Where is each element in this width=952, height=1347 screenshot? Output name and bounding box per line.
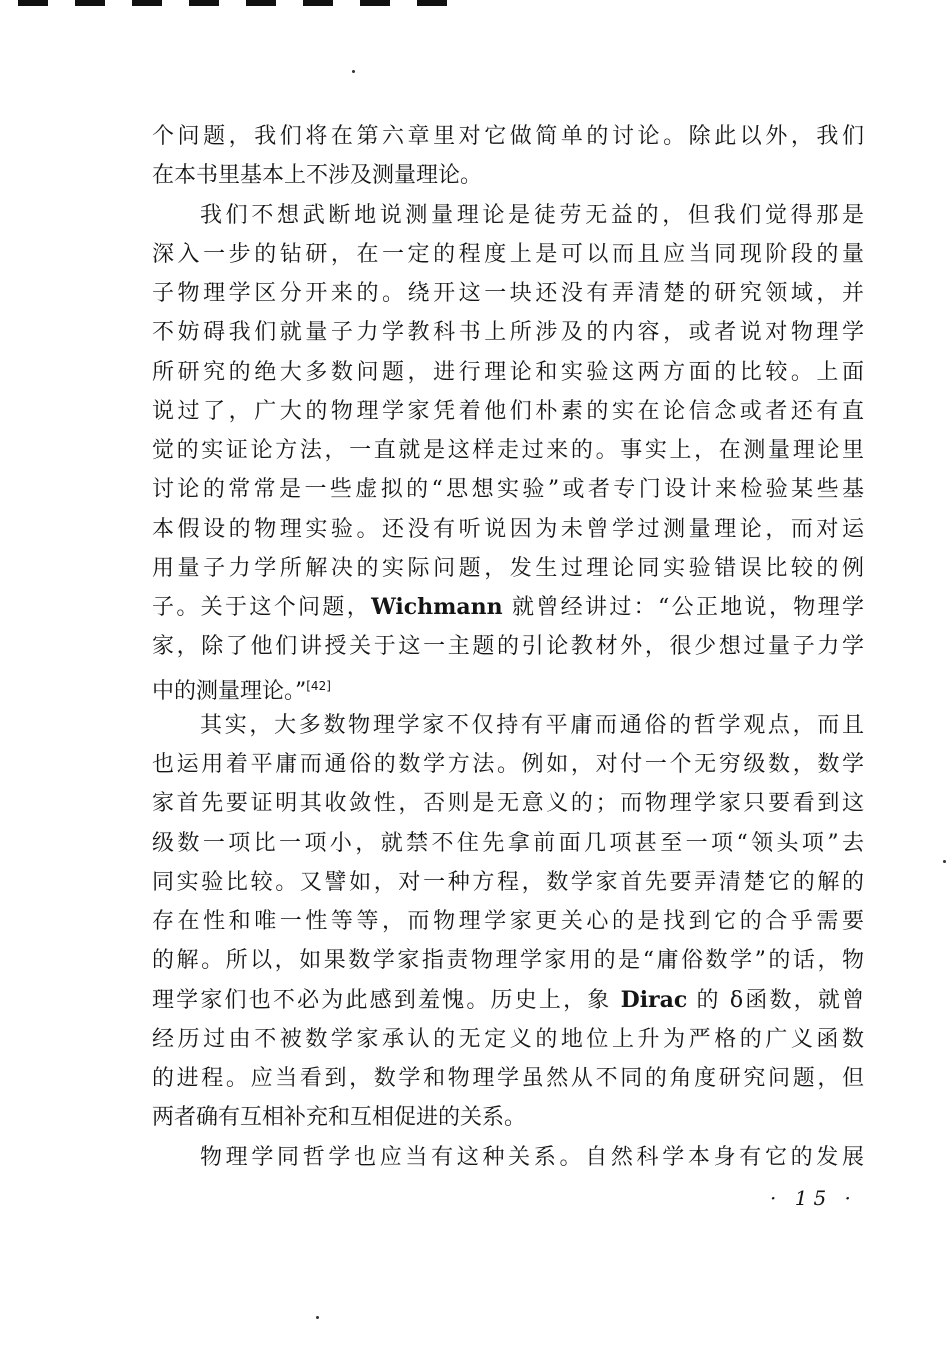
line-text: 同实验比较。又譬如，对一种方程，数学家首先要弄清楚它的解的 xyxy=(152,869,864,895)
text-line xyxy=(152,941,864,980)
line-text: 中的测量理论。” xyxy=(152,678,307,704)
text-line xyxy=(152,353,864,392)
text-line xyxy=(152,1138,864,1177)
text-line xyxy=(152,981,864,1020)
line-text: 用量子力学所解决的实际问题，发生过理论同实验错误比较的例 xyxy=(152,555,864,581)
page-number: · 15 · xyxy=(770,1186,857,1210)
line-text: 我们不想武断地说测量理论是徒劳无益的，但我们觉得那是 xyxy=(200,202,864,228)
line-text: 其实，大多数物理学家不仅持有平庸而通俗的哲学观点，而且 xyxy=(200,712,864,738)
text-line xyxy=(152,706,864,745)
text-line xyxy=(152,431,864,470)
text-line xyxy=(152,510,864,549)
line-text: 的进程。应当看到，数学和物理学虽然从不同的角度研究问题，但 xyxy=(152,1066,864,1091)
text-line xyxy=(152,156,864,195)
top-dash-rule xyxy=(18,0,447,6)
text-line xyxy=(152,313,864,352)
line-text: 物理学同哲学也应当有这种关系。自然科学本身有它的发展 xyxy=(200,1144,864,1170)
line-text: 两者确有互相补充和互相促进的关系。 xyxy=(152,1105,527,1131)
rule-dash xyxy=(360,0,390,6)
text-line xyxy=(152,470,864,509)
body-text xyxy=(152,117,864,1177)
text-line xyxy=(152,235,864,274)
line-text: 子物理学区分开来的。绕开这一块还没有弄清楚的研究领域，并 xyxy=(152,281,864,306)
text-line xyxy=(152,824,864,863)
text-line xyxy=(152,274,864,313)
line-text: 存在性和唯一性等等，而物理学家更关心的是找到它的合乎需要 xyxy=(152,909,864,934)
line-text: 经历过由不被数学家承认的无定义的地位上升为严格的广义函数 xyxy=(152,1026,864,1052)
text-line xyxy=(152,549,864,588)
line-text: 的解。所以，如果数学家指责物理学家用的是“庸俗数学”的话，物 xyxy=(152,948,864,974)
text-line xyxy=(152,902,864,941)
text-line xyxy=(152,667,864,706)
text-line xyxy=(152,392,864,431)
rule-dash xyxy=(18,0,48,6)
line-text: 本假设的物理实验。还没有听说因为未曾学过测量理论，而对运 xyxy=(152,516,864,542)
rule-dash xyxy=(303,0,333,6)
line-text: 不妨碍我们就量子力学教科书上所涉及的内容，或者说对物理学 xyxy=(152,320,864,346)
rule-dash xyxy=(189,0,219,6)
line-text: 觉的实证论方法，一直就是这样走过来的。事实上，在测量理论里 xyxy=(152,438,864,463)
scan-speck xyxy=(943,860,946,863)
line-text: 所研究的绝大多数问题，进行理论和实验这两方面的比较。上面 xyxy=(152,359,864,385)
line-text: 家，除了他们讲授关于这一主题的引论教材外，很少想过量子力学 xyxy=(152,634,864,660)
scan-speck xyxy=(352,70,355,73)
scan-speck xyxy=(316,1316,319,1319)
text-line xyxy=(152,196,864,235)
line-text: 家首先要证明其收敛性，否则是无意义的；而物理学家只要看到这 xyxy=(152,791,864,817)
line-text: 级数一项比一项小，就禁不住先拿前面几项甚至一项“领头项”去 xyxy=(152,830,864,856)
rule-dash xyxy=(246,0,276,6)
line-text: 子。关于这个问题， xyxy=(152,595,372,620)
rule-dash xyxy=(417,0,447,6)
line-text: 的 δ函数，就曾 xyxy=(687,987,864,1013)
text-line xyxy=(152,745,864,784)
line-text: 深入一步的钻研，在一定的程度上是可以而且应当同现阶段的量 xyxy=(152,241,864,267)
text-line xyxy=(152,863,864,902)
rule-dash xyxy=(132,0,162,6)
line-text: 就曾经讲过：“公正地说，物理学 xyxy=(502,595,864,620)
line-text: 也运用着平庸而通俗的数学方法。例如，对付一个无穷级数，数学 xyxy=(152,752,864,777)
line-text: 理学家们也不必为此感到羞愧。历史上，象 xyxy=(152,987,621,1013)
text-line xyxy=(152,1098,864,1137)
line-text: 在本书里基本上不涉及测量理论。 xyxy=(152,163,483,189)
text-line xyxy=(152,627,864,666)
line-text: 说过了，广大的物理学家凭着他们朴素的实在论信念或者还有直 xyxy=(152,398,864,424)
latin-name: Wichmann xyxy=(371,594,503,620)
citation-marker: [42] xyxy=(306,678,331,693)
line-text: 讨论的常常是一些虚拟的“思想实验”或者专门设计来检验某些基 xyxy=(152,477,864,503)
rule-dash xyxy=(75,0,105,6)
line-text: 个问题，我们将在第六章里对它做简单的讨论。除此以外，我们 xyxy=(152,124,864,149)
text-line xyxy=(152,1059,864,1098)
text-line xyxy=(152,1020,864,1059)
text-line xyxy=(152,588,864,627)
text-line xyxy=(152,784,864,823)
latin-name: Dirac xyxy=(620,986,688,1013)
text-line xyxy=(152,117,864,156)
